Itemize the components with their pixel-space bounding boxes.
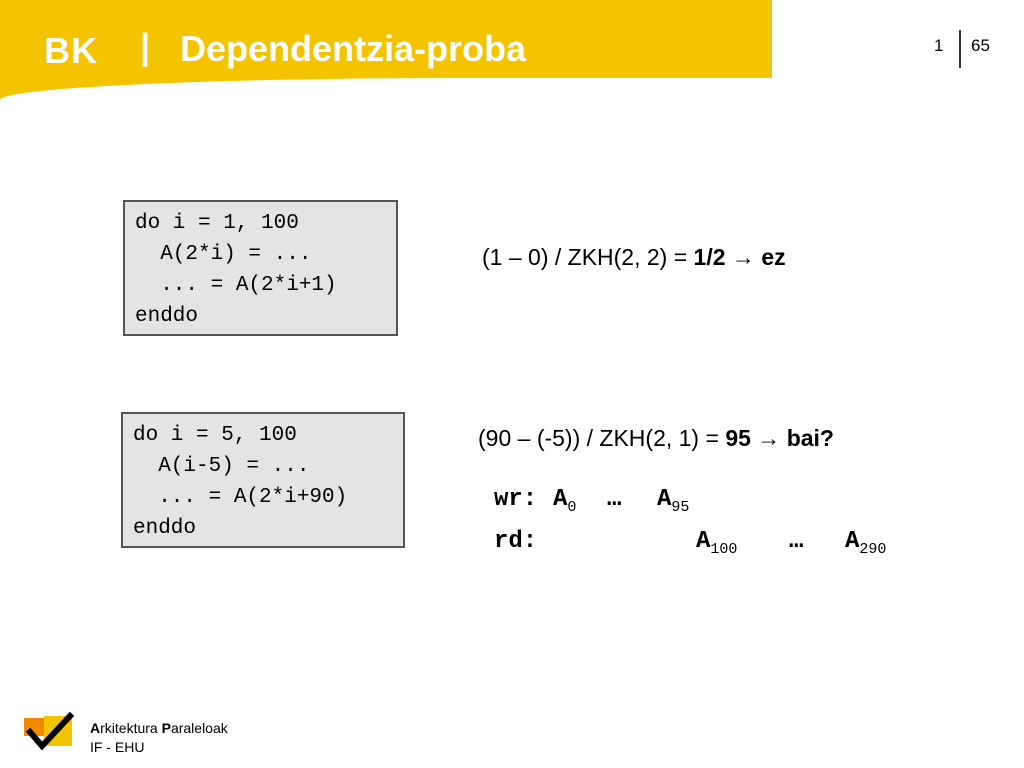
formula-2-arrow: → bbox=[750, 425, 787, 451]
read-first bbox=[696, 528, 737, 558]
write-last-base: A bbox=[657, 486, 672, 513]
read-first-base: A bbox=[696, 528, 711, 555]
write-label: wr: bbox=[494, 486, 538, 513]
checkmark-logo-icon bbox=[22, 712, 78, 752]
formula-1-result: 1/2 bbox=[693, 244, 726, 270]
page-total: 65 bbox=[971, 36, 990, 55]
footer-initial-a: A bbox=[90, 720, 101, 736]
footer-rest-b: araleloak bbox=[170, 720, 228, 736]
formula-2-expression: (90 – (-5)) / ZKH(2, 1) = bbox=[478, 425, 726, 451]
read-dots: … bbox=[789, 528, 804, 555]
footer-rest-a: rkitektura bbox=[100, 720, 162, 736]
brand-label: BK bbox=[44, 30, 98, 71]
slide-title: Dependentzia-proba bbox=[180, 28, 527, 69]
code-block-2: do i = 5, 100 A(i-5) = ... ... = A(2*i+90) enddo bbox=[121, 412, 405, 548]
formula-1-expression: (1 – 0) / ZKH(2, 2) = bbox=[482, 244, 694, 270]
formula-1-arrow: → bbox=[725, 244, 762, 270]
write-last bbox=[657, 486, 689, 516]
code-block-1: do i = 1, 100 A(2*i) = ... ... = A(2*i+1) enddo bbox=[123, 200, 398, 336]
formula-1 bbox=[482, 244, 786, 271]
page-divider bbox=[959, 30, 961, 68]
read-last-subscript: 290 bbox=[859, 540, 887, 558]
read-label: rd: bbox=[494, 528, 538, 555]
write-first-subscript: 0 bbox=[567, 498, 577, 516]
page-current: 1 bbox=[934, 36, 944, 55]
read-last-base: A bbox=[845, 528, 860, 555]
formula-1-verdict: ez bbox=[761, 244, 786, 270]
write-dots: … bbox=[607, 486, 622, 513]
formula-2 bbox=[478, 425, 834, 452]
write-last-subscript: 95 bbox=[671, 498, 690, 516]
read-last bbox=[845, 528, 886, 558]
footer-initial-b: P bbox=[161, 720, 171, 736]
formula-2-result: 95 bbox=[725, 425, 751, 451]
formula-2-verdict: bai? bbox=[786, 425, 834, 451]
footer-institution: IF - EHU bbox=[90, 739, 145, 755]
write-first bbox=[553, 486, 576, 516]
footer-org-name bbox=[90, 720, 228, 736]
write-first-base: A bbox=[553, 486, 568, 513]
read-first-subscript: 100 bbox=[710, 540, 738, 558]
title-separator: | bbox=[140, 26, 151, 67]
